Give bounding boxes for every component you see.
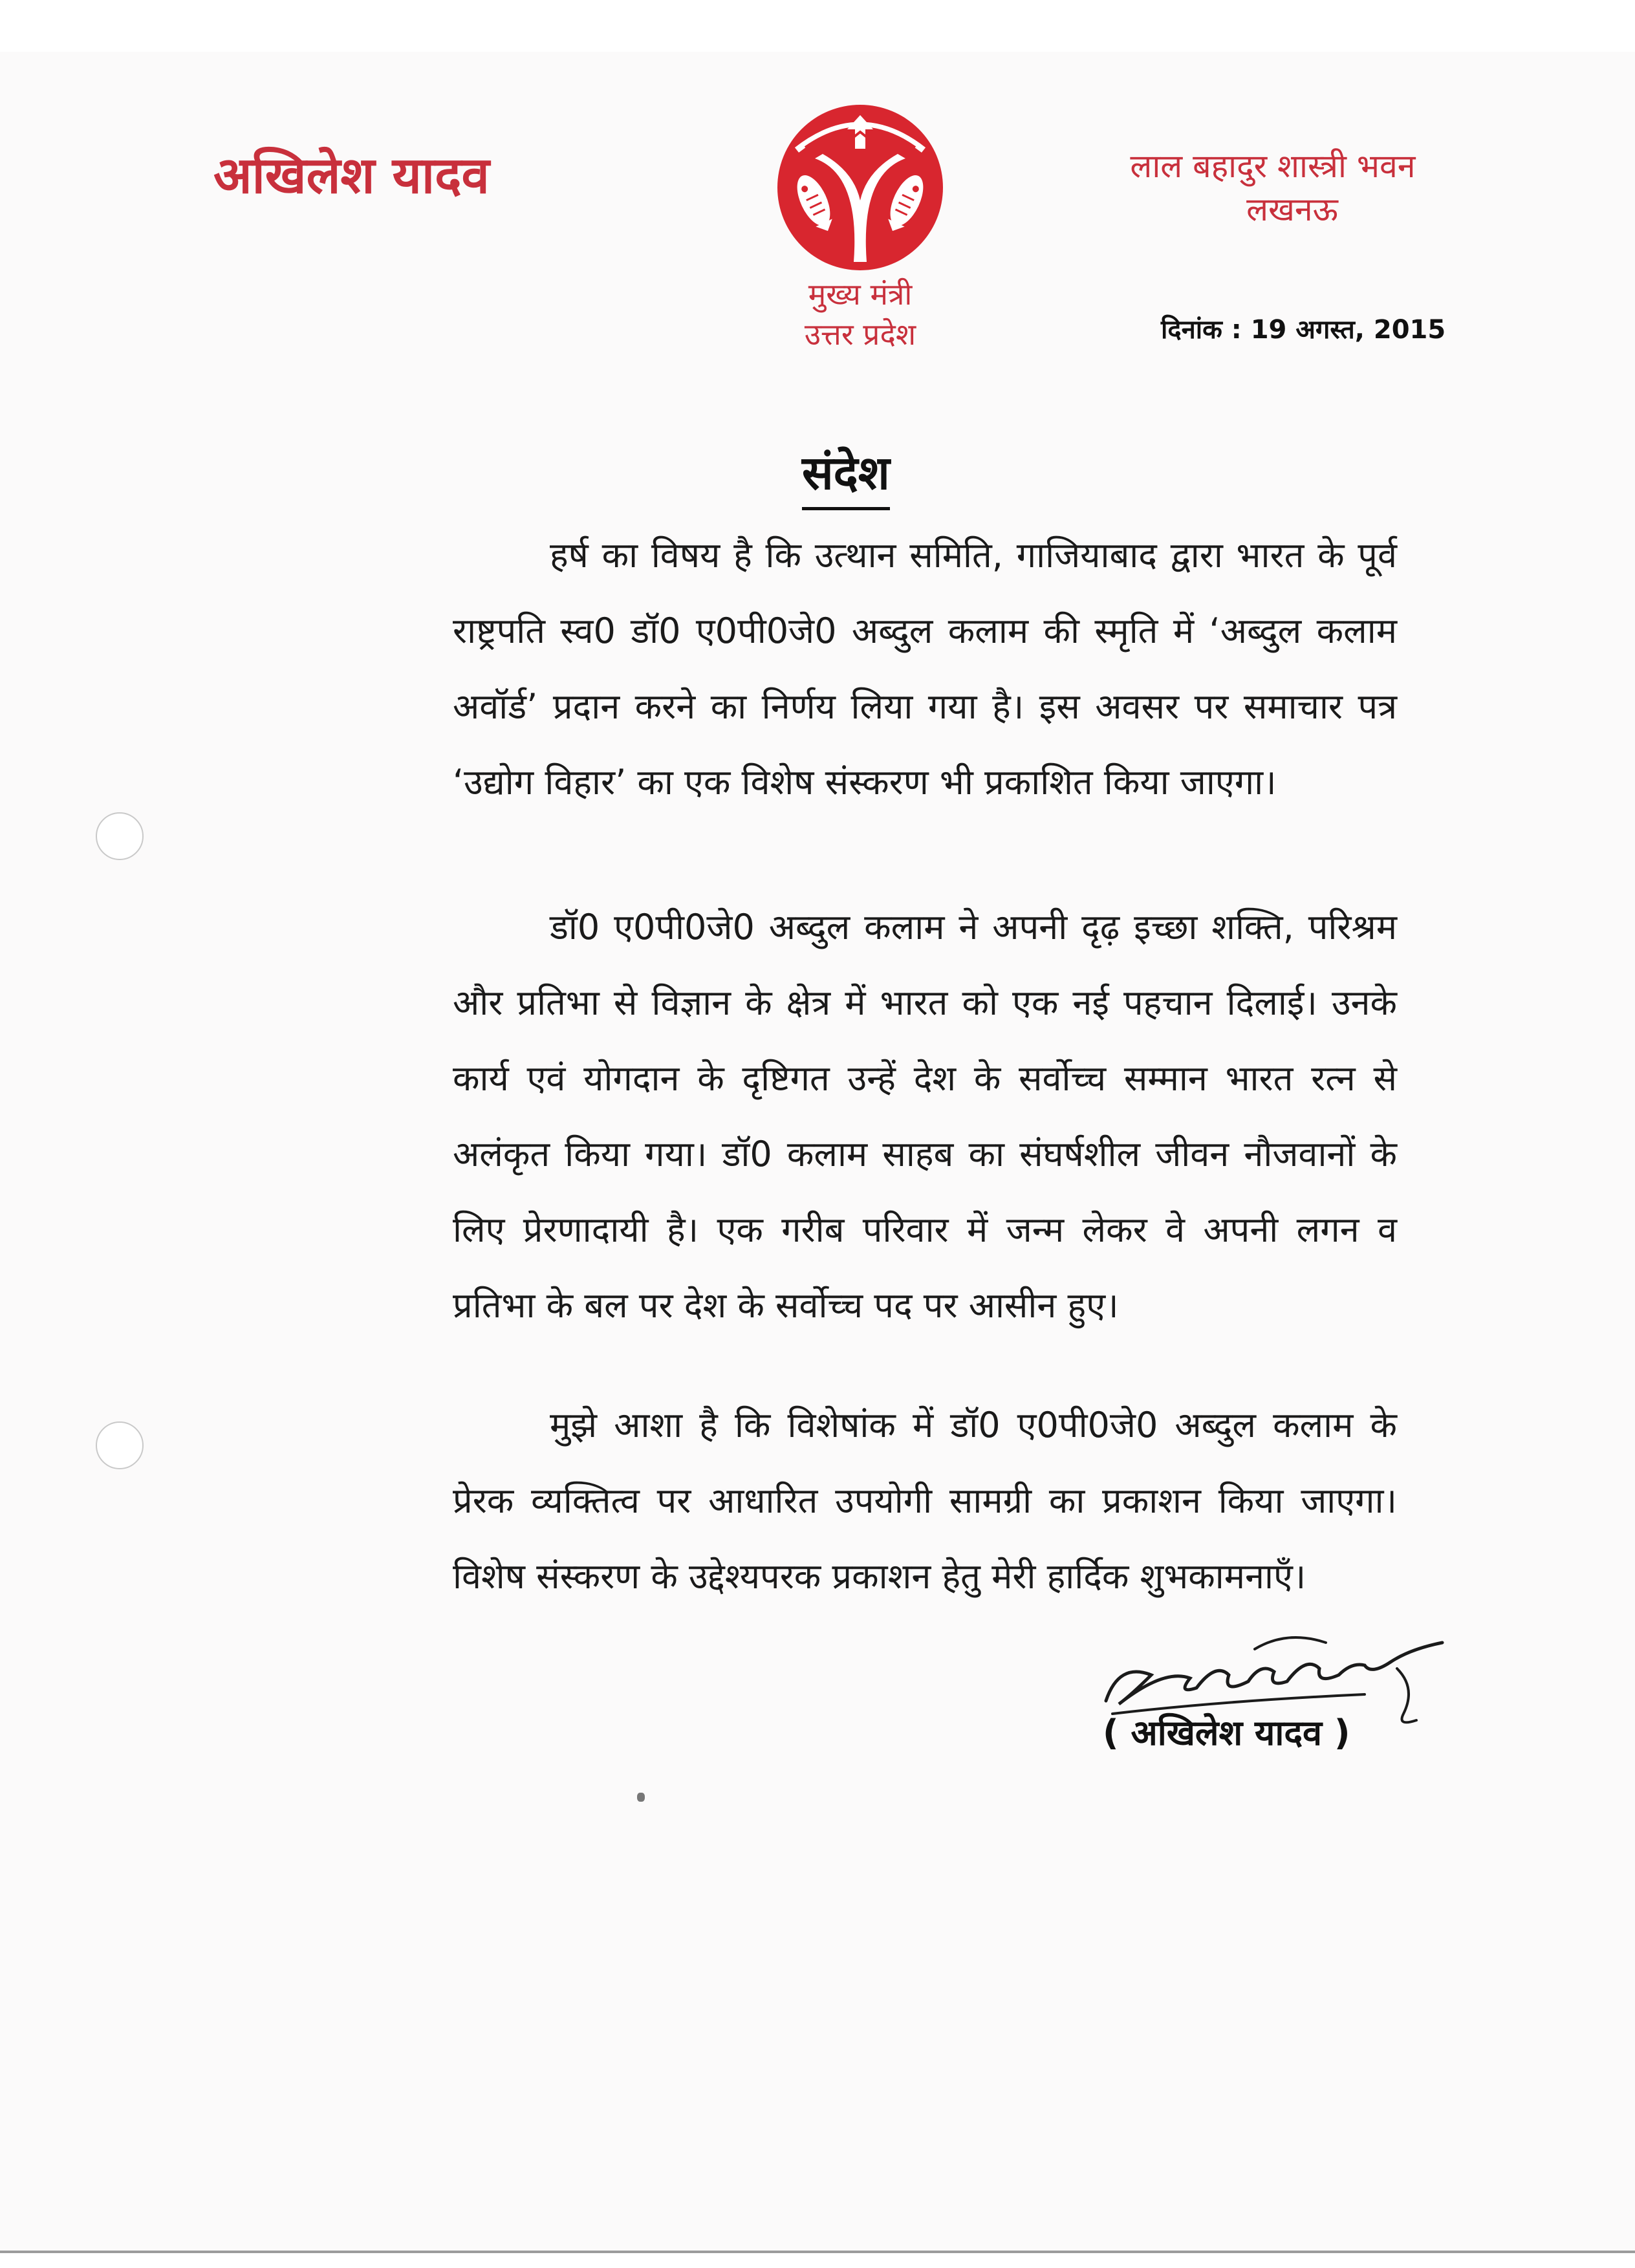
punch-hole (96, 812, 144, 860)
address-line-2: लखनऊ (1246, 191, 1338, 228)
designation-line-1: मुख्य मंत्री (808, 277, 913, 312)
letter-date: दिनांक : 19 अगस्त, 2015 (1161, 315, 1446, 345)
paper-speck (637, 1793, 645, 1802)
designation-line-2: उत्तर प्रदेश (804, 317, 916, 352)
letterhead-name: अखिलेश यादव (213, 147, 490, 205)
message-paragraph-2: डॉ0 ए0पी0जे0 अब्दुल कलाम ने अपनी दृढ़ इच्छा शक्ति, परिश्रम और प्रतिभा से विज्ञान के क्षेत्र में भारत को एक नई पहचान दिलाई। उनके कार्य एवं योगदान के दृष्टिगत उन्हें देश के सर्वोच्च सम्मान भारत रत्न से अलंकृत किया गया। डॉ0 कलाम साहब का संघर्षशील जीवन नौजवानों के लिए प्रेरणादायी है। एक गरीब परिवार में जन्म लेकर वे अपनी लगन व प्रतिभा के बल पर देश के सर्वोच्च पद पर आसीन हुए। (453, 907, 1397, 1326)
punch-hole (96, 1421, 144, 1469)
message-paragraph-3: मुझे आशा है कि विशेषांक में डॉ0 ए0पी0जे0 अब्दुल कलाम के प्रेरक व्यक्तित्व पर आधारित उपयोगी सामग्री का प्रकाशन किया जाएगा। विशेष संस्करण के उद्देश्यपरक प्रकाशन हेतु मेरी हार्दिक शुभकामनाएँ। (453, 1405, 1397, 1597)
state-emblem-icon (776, 103, 944, 272)
scan-top-margin (0, 26, 1635, 52)
message-paragraph-1: हर्ष का विषय है कि उत्थान समिति, गाजियाबाद द्वारा भारत के पूर्व राष्ट्रपति स्व0 डॉ0 ए0पी0जे0 अब्दुल कलाम की स्मृति में ‘अब्दुल कलाम अवॉर्ड’ प्रदान करने का निर्णय लिया गया है। इस अवसर पर समाचार पत्र ‘उद्योग विहार’ का एक विशेष संस्करण भी प्रकाशित किया जाएगा। (453, 535, 1397, 803)
message-title: संदेश (802, 440, 890, 510)
address-line-1: लाल बहादुर शास्त्री भवन (1130, 147, 1416, 185)
signatory-name: ( अखिलेश यादव ) (1103, 1712, 1350, 1753)
